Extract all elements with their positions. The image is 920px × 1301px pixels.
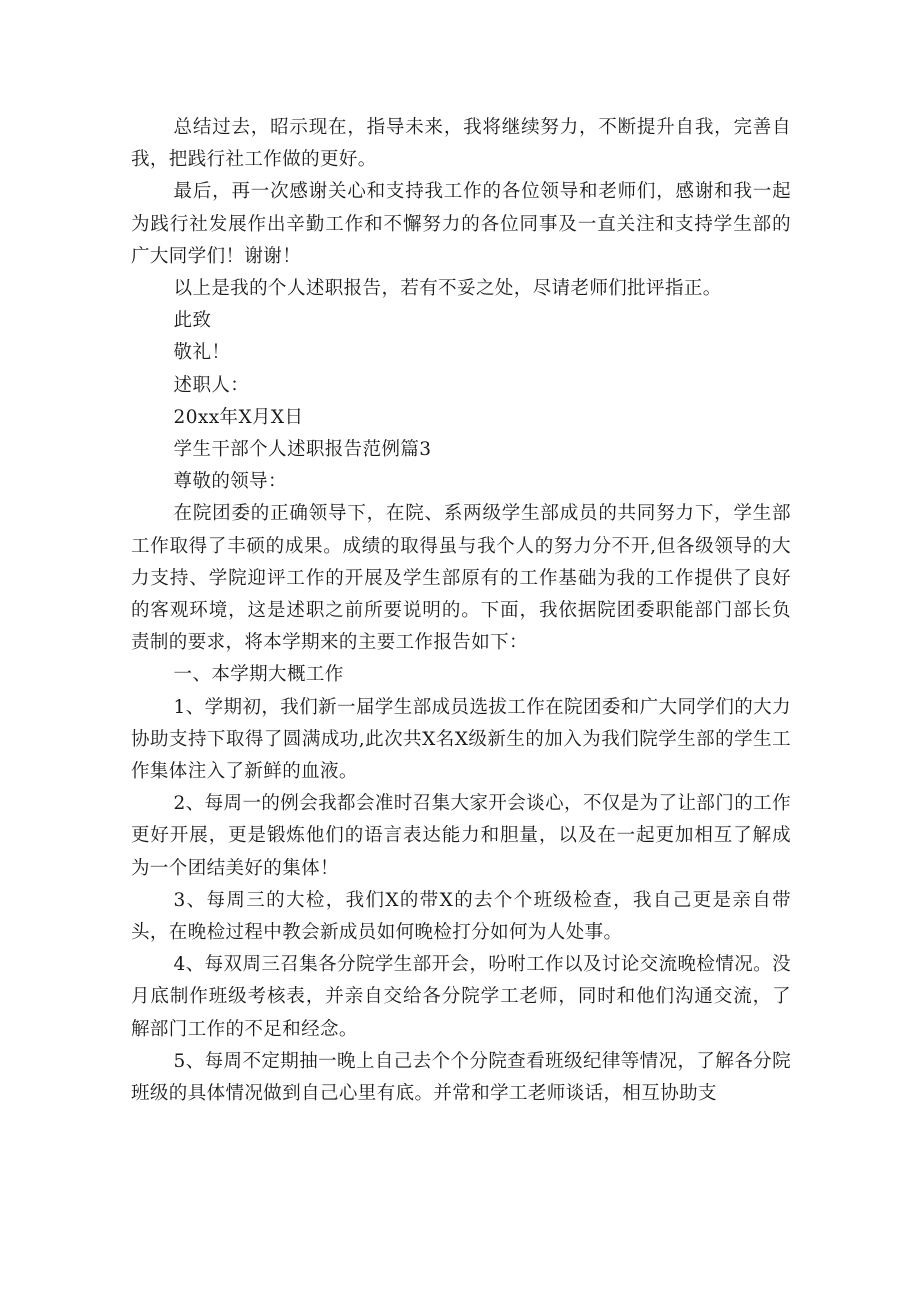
list-item-4: 4、每双周三召集各分院学生部开会，吩咐工作以及讨论交流晚检情况。没月底制作班级考核表，并亲自交给各分院学工老师，同时和他们沟通交流，了解部门工作的不足和经念。 <box>131 954 791 1040</box>
list-item-1: 1、学期初，我们新一届学生部成员选拔工作在院团委和广大同学们的大力协助支持下取得了圆满成功,此次共X名X级新生的加入为我们院学生部的学生工作集体注入了新鲜的血液。 <box>131 696 791 783</box>
signature-label: 述职人： <box>173 374 250 396</box>
paragraph-intro: 在院团委的正确领导下，在院、系两级学生部成员的共同努力下，学生部工作取得了丰硕的成果。成绩的取得虽与我个人的努力分不开,但各级领导的大力支持、学院迎评工作的开展及学生部原有的工作基础为我的工作提供了良好的客观环境，这是述职之前所要说明的。下面，我依据院团委职能部门部长负责制的要求，将本学期来的主要工作报告如下： <box>131 503 791 654</box>
greeting: 尊敬的领导： <box>173 471 287 493</box>
paragraph-thanks: 最后，再一次感谢关心和支持我工作的各位领导和老师们，感谢和我一起为践行社发展作出辛勤工作和不懈努力的各位同事及一直关注和支持学生部的广大同学们！谢谢！ <box>131 181 791 267</box>
list-item-5: 5、每周不定期抽一晚上自己去个个分院查看班级纪律等情况，了解各分院班级的具体情况做到自己心里有底。并常和学工老师谈话，相互协助支 <box>131 1050 791 1105</box>
list-item-2: 2、每周一的例会我都会准时召集大家开会谈心，不仅是为了让部门的工作更好开展，更是锻炼他们的语言表达能力和胆量，以及在一起更加相互了解成为一个团结美好的集体！ <box>131 793 791 879</box>
paragraph-closing-note: 以上是我的个人述职报告，若有不妥之处，尽请老师们批评指正。 <box>173 278 722 300</box>
heading-work-overview: 一、本学期大概工作 <box>173 664 344 686</box>
list-item-3: 3、每周三的大检，我们X的带X的去个个班级检查，我自己更是亲自带头，在晚检过程中教会新成员如何晚检打分如何为人处事。 <box>131 889 791 944</box>
paragraph-summary: 总结过去，昭示现在，指导未来，我将继续努力，不断提升自我，完善自我，把践行社工作做的更好。 <box>131 117 791 171</box>
document-body <box>131 112 791 1110</box>
section-title: 学生干部个人述职报告范例篇3 <box>173 439 432 461</box>
salutation-jingli: 敬礼！ <box>173 342 231 364</box>
salutation-cizhi: 此致 <box>173 310 212 332</box>
signature-date: 20xx年X月X日 <box>173 406 304 428</box>
